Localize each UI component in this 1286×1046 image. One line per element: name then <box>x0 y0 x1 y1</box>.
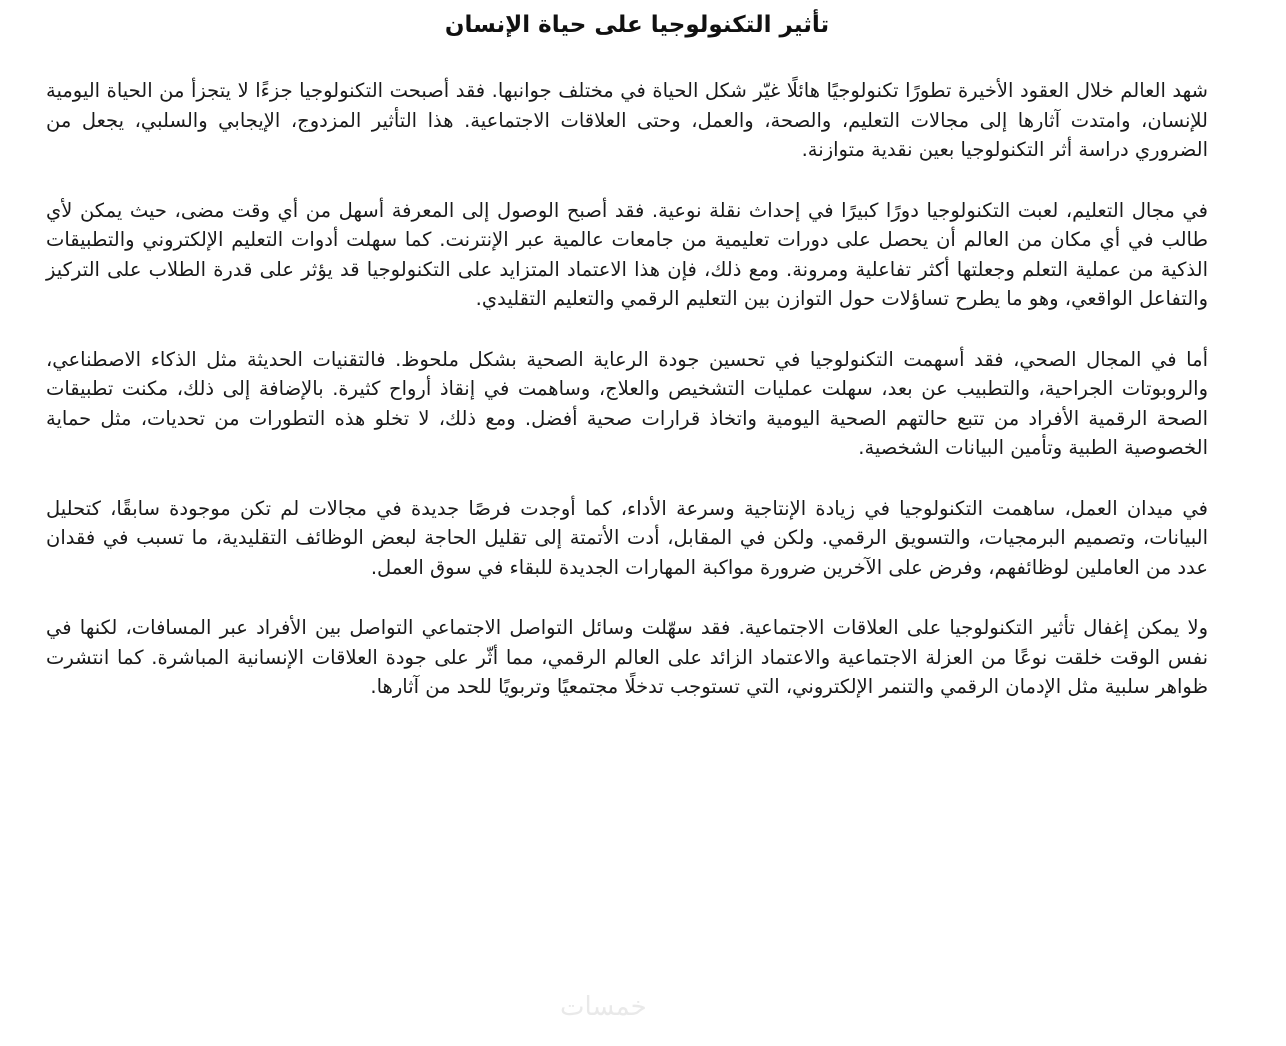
paragraph-intro: شهد العالم خلال العقود الأخيرة تطورًا تكنولوجيًا هائلًا غيّر شكل الحياة في مختلف جوانبها. فقد أصبحت التكنولوجيا جزءًا لا يتجزأ من الحياة اليومية للإنسان، وامتدت آثارها إلى مجالات التعليم، والصحة، والعمل، وحتى العلاقات الاجتماعية. هذا التأثير المزدوج، الإيجابي والسلبي، يجعل من الضروري دراسة أثر التكنولوجيا بعين نقدية متوازنة. <box>46 79 1208 161</box>
paragraph-social: ولا يمكن إغفال تأثير التكنولوجيا على العلاقات الاجتماعية. فقد سهّلت وسائل التواصل الاجتماعي التواصل بين الأفراد عبر المسافات، لكنها في نفس الوقت خلقت نوعًا من العزلة الاجتماعية والاعتماد الزائد على العالم الرقمي، مما أثّر على جودة العلاقات الإنسانية المباشرة. كما انتشرت ظواهر سلبية مثل الإدمان الرقمي والتنمر الإلكتروني، التي تستوجب تدخلًا مجتمعيًا وتربويًا للحد من آثارها. <box>46 616 1208 698</box>
paragraph-work: في ميدان العمل، ساهمت التكنولوجيا في زيادة الإنتاجية وسرعة الأداء، كما أوجدت فرصًا جديدة في مجالات لم تكن موجودة سابقًا، كتحليل البيانات، وتصميم البرمجيات، والتسويق الرقمي. ولكن في المقابل، أدت الأتمتة إلى تقليل الحاجة لبعض الوظائف التقليدية، ما تسبب في فقدان عدد من العاملين لوظائفهم، وفرض على الآخرين ضرورة مواكبة المهارات الجديدة للبقاء في سوق العمل. <box>46 496 1208 579</box>
paragraph-education: في مجال التعليم، لعبت التكنولوجيا دورًا كبيرًا في إحداث نقلة نوعية. فقد أصبح الوصول إلى المعرفة أسهل من أي وقت مضى، حيث يمكن لأي طالب في أي مكان من العالم أن يحصل على دورات تعليمية من جامعات عالمية عبر الإنترنت. كما سهلت أدوات التعليم الإلكتروني والتطبيقات الذكية من عملية التعلم وجعلتها أكثر تفاعلية ومرونة. ومع ذلك، فإن هذا الاعتماد المتزايد على التكنولوجيا قد يؤثر على قدرة الطلاب على التركيز والتفاعل الواقعي، وهو ما يطرح تساؤلات حول التوازن بين التعليم الرقمي والتعليم التقليدي. <box>46 198 1208 310</box>
watermark-logo: خمسات <box>560 992 647 1022</box>
paragraph-health: أما في المجال الصحي، فقد أسهمت التكنولوجيا في تحسين جودة الرعاية الصحية بشكل ملحوظ. فالتقنيات الحديثة مثل الذكاء الاصطناعي، والروبوتات الجراحية، والتطبيب عن بعد، سهلت عمليات التشخيص والعلاج، وساهمت في إنقاذ أرواح كثيرة. بالإضافة إلى ذلك، مكنت تطبيقات الصحة الرقمية الأفراد من تتبع حالتهم الصحية اليومية واتخاذ قرارات صحية أفضل. ومع ذلك، لا تخلو هذه التطورات من تحديات، مثل حماية الخصوصية الطبية وتأمين البيانات الشخصية. <box>46 347 1208 459</box>
page-title: تأثير التكنولوجيا على حياة الإنسان <box>444 12 830 38</box>
